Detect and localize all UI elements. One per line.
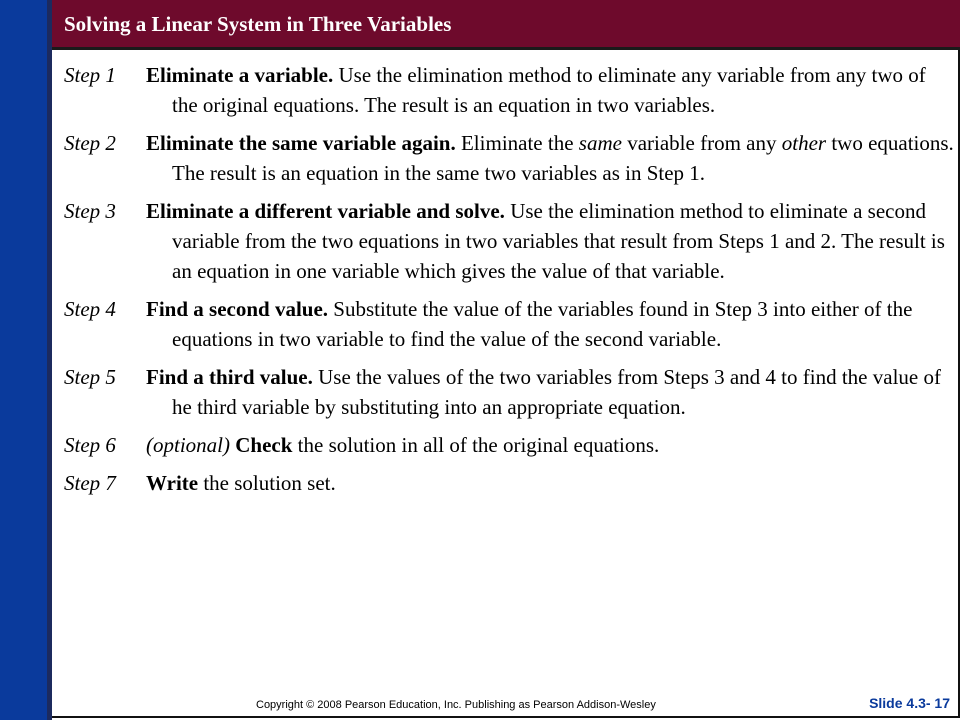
step-heading: Find a second value. (146, 297, 329, 321)
step-prefix: (optional) (146, 433, 236, 457)
copyright-notice: Copyright © 2008 Pearson Education, Inc. Publishing as Pearson Addison-Wesley (256, 699, 656, 711)
slide-title: Solving a Linear System in Three Variables (64, 12, 452, 36)
step-label: Step 2 (64, 131, 116, 155)
step-text: Substitute the value of the variables found in Step 3 into either of the equations in two variable to find the value of the second variable. (172, 297, 913, 351)
step-4 (64, 294, 954, 354)
step-7 (64, 468, 954, 498)
step-2 (64, 128, 954, 188)
step-label: Step 6 (64, 433, 116, 457)
step-text: the solution set. (198, 471, 336, 495)
step-label: Step 7 (64, 471, 116, 495)
step-text: two equations. The result is an equation in the same two variables as in Step 1. (172, 131, 954, 185)
step-text: Use the values of the two variables from Steps 3 and 4 to find the value of he third variable by substituting into an appropriate equation. (172, 365, 941, 419)
step-5 (64, 362, 954, 422)
step-heading: Check (235, 433, 293, 457)
step-label: Step 3 (64, 199, 116, 223)
step-emphasis: other (781, 131, 827, 155)
title-bar (52, 0, 960, 50)
step-text: Use the elimination method to eliminate any variable from any two of the original equations. The result is an equation in two variables. (172, 63, 926, 117)
step-text: Eliminate the (455, 131, 579, 155)
step-text: Use the elimination method to eliminate a second variable from the two equations in two variables that result from Steps 1 and 2. The result is an equation in one variable which gives the value of that variable. (172, 199, 945, 283)
step-6 (64, 430, 954, 460)
steps-list (64, 60, 954, 506)
step-heading: Eliminate a different variable and solve. (146, 199, 505, 223)
step-text: variable from any (621, 131, 782, 155)
step-3 (64, 196, 954, 286)
step-1 (64, 60, 954, 120)
step-text: the solution in all of the original equations. (292, 433, 660, 457)
step-heading: Find a third value. (146, 365, 313, 389)
step-heading: Eliminate the same variable again. (146, 131, 456, 155)
step-label: Step 5 (64, 365, 116, 389)
step-emphasis: same (578, 131, 622, 155)
step-heading: Write (146, 471, 199, 495)
left-accent-bar (0, 0, 47, 720)
step-label: Step 4 (64, 297, 116, 321)
step-label: Step 1 (64, 63, 116, 87)
step-heading: Eliminate a variable. (146, 63, 334, 87)
slide-number: Slide 4.3- 17 (869, 695, 950, 711)
